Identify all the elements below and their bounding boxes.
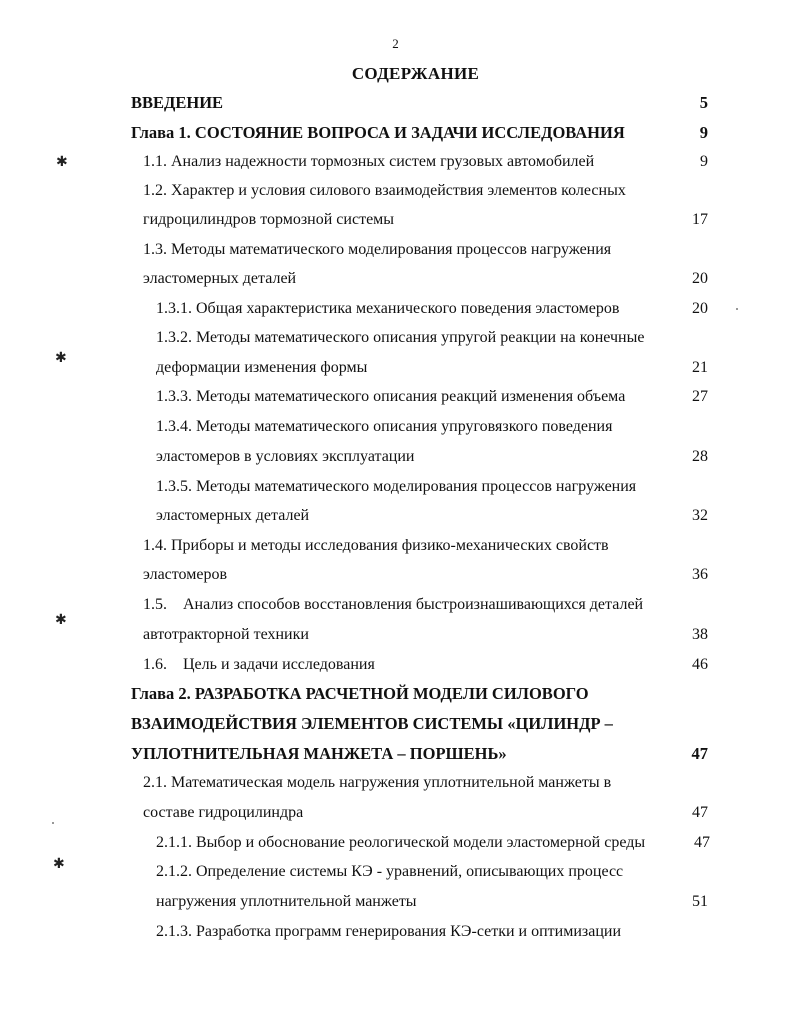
toc-entry: УПЛОТНИТЕЛЬНАЯ МАНЖЕТА – ПОРШЕНЬ» [131, 744, 507, 763]
toc-page-number: 9 [699, 123, 708, 142]
toc-entry: ВВЕДЕНИЕ [131, 93, 224, 112]
scan-mark-icon: ✱ [56, 155, 68, 170]
toc-entry: 2.1.3. Разработка программ генерирования КЭ-сетки и оптимизации [156, 923, 622, 940]
toc-entry: 1.6. Цель и задачи исследования [143, 656, 375, 673]
toc-entry: 1.1. Анализ надежности тормозных систем грузовых автомобилей [143, 153, 595, 170]
toc-page-number: 9 [700, 153, 708, 170]
toc-page-number: 20 [692, 300, 708, 317]
scan-mark-icon: ✱ [55, 613, 67, 628]
toc-page-number: 28 [692, 448, 708, 465]
toc-page-number: 51 [692, 893, 708, 910]
toc-entry: 1.3.5. Методы математического моделирования процессов нагружения [156, 478, 637, 495]
toc-entry: 2.1.2. Определение системы КЭ - уравнений, описывающих процесс [156, 863, 624, 880]
toc-entry: ВЗАИМОДЕЙСТВИЯ ЭЛЕМЕНТОВ СИСТЕМЫ «ЦИЛИНДР – [131, 714, 613, 733]
toc-entry: 2.1. Математическая модель нагружения уплотнительной манжеты в [143, 774, 612, 791]
toc-entry: 1.2. Характер и условия силового взаимодействия элементов колесных [143, 182, 626, 199]
toc-entry: 2.1.1. Выбор и обоснование реологической модели эластомерной среды [156, 834, 646, 851]
toc-entry: 1.3.2. Методы математического описания упругой реакции на конечные [156, 329, 645, 346]
toc-entry: эластомеров в условиях эксплуатации [156, 448, 415, 465]
toc-entry: деформации изменения формы [156, 359, 368, 376]
toc-page-number: 32 [692, 507, 708, 524]
toc-entry: нагружения уплотнительной манжеты [156, 893, 417, 910]
page-number: 2 [392, 36, 399, 51]
scan-speck [736, 308, 738, 310]
toc-entry: эластомерных деталей [156, 507, 310, 524]
toc-entry: Глава 1. СОСТОЯНИЕ ВОПРОСА И ЗАДАЧИ ИССЛЕДОВАНИЯ [131, 123, 625, 142]
toc-page-number: 46 [692, 656, 708, 673]
toc-entry: эластомеров [143, 566, 228, 583]
toc-page-number: 47 [694, 834, 710, 851]
toc-entry: 1.4. Приборы и методы исследования физико-механических свойств [143, 537, 609, 554]
toc-entry: гидроцилиндров тормозной системы [143, 211, 395, 228]
toc-entry: 1.3. Методы математического моделирования процессов нагружения [143, 241, 612, 258]
toc-entry: составе гидроцилиндра [143, 804, 304, 821]
toc-entry: Глава 2. РАЗРАБОТКА РАСЧЕТНОЙ МОДЕЛИ СИЛОВОГО [131, 684, 589, 703]
toc-page-number: 5 [699, 93, 708, 112]
toc-entry: 1.3.4. Методы математического описания упруговязкого поведения [156, 418, 613, 435]
toc-page-number: 17 [692, 211, 708, 228]
toc-page-number: 47 [691, 744, 708, 763]
toc-page-number: 47 [692, 804, 708, 821]
toc-entry: автотракторной техники [143, 626, 309, 643]
toc-page-number: 20 [692, 270, 708, 287]
toc-page-number: 27 [692, 388, 708, 405]
toc-entry: эластомерных деталей [143, 270, 297, 287]
scan-mark-icon: ✱ [55, 351, 67, 366]
toc-entry: 1.3.3. Методы математического описания реакций изменения объема [156, 388, 626, 405]
toc-page-number: 38 [692, 626, 708, 643]
toc-title: СОДЕРЖАНИЕ [351, 64, 480, 83]
toc-page-number: 21 [692, 359, 708, 376]
scan-mark-icon: ✱ [53, 857, 65, 872]
toc-entry: 1.5. Анализ способов восстановления быстроизнашивающихся деталей [143, 596, 644, 613]
toc-entry: 1.3.1. Общая характеристика механического поведения эластомеров [156, 300, 620, 317]
toc-page-number: 36 [692, 566, 708, 583]
scan-speck [52, 822, 54, 824]
